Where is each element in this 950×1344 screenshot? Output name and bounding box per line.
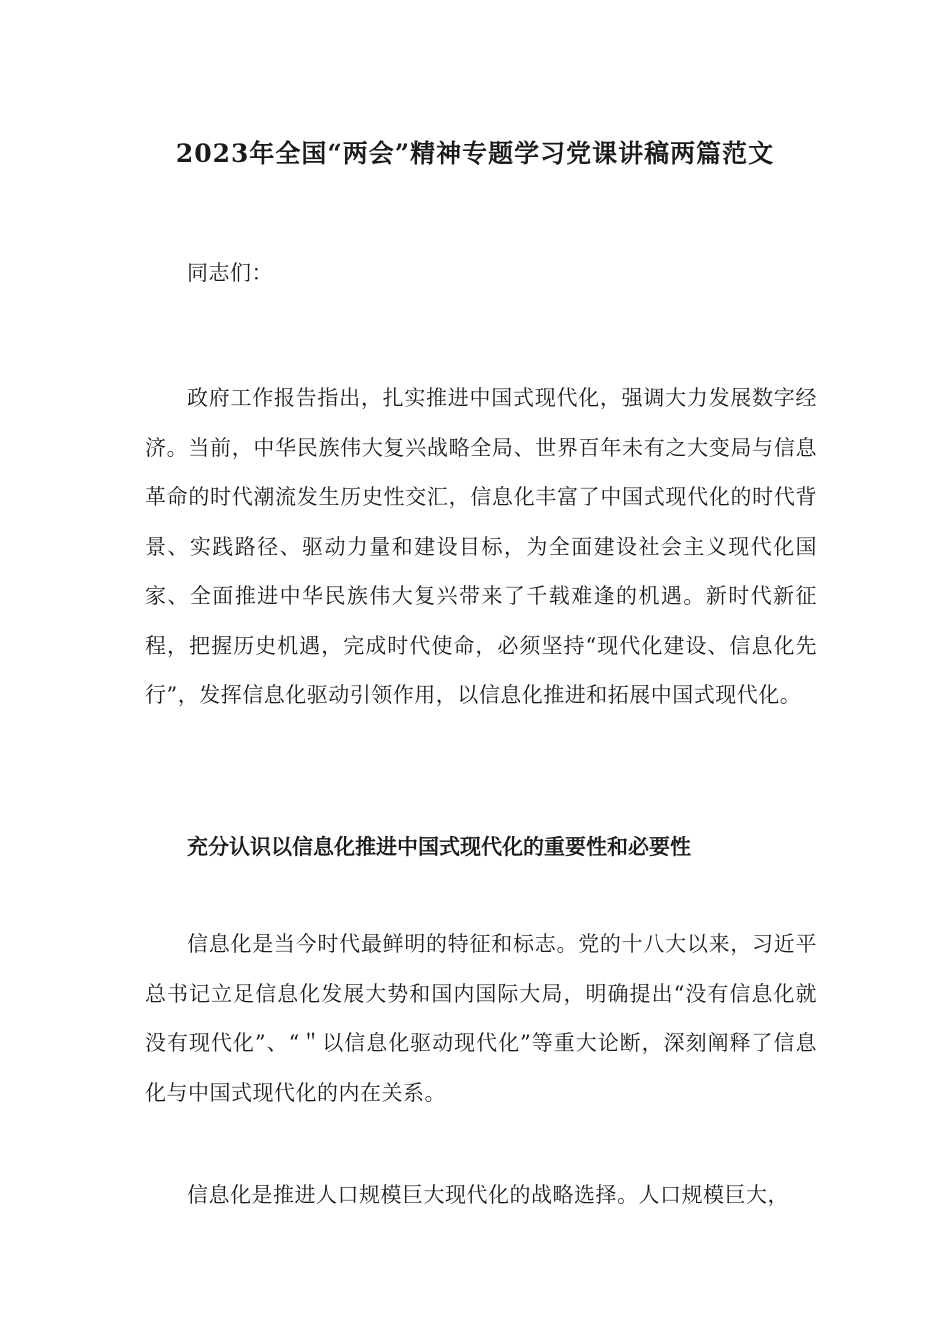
section-heading: 充分认识以信息化推进中国式现代化的重要性和必要性 bbox=[187, 834, 691, 859]
greeting-paragraph: 同志们： bbox=[187, 261, 273, 285]
body-paragraph: 信息化是当今时代最鲜明的特征和标志。党的十八大以来，习近平总书记立足信息化发展大势和国内国际大局，明确提出“没有信息化就没有现代化”、“＂以信息化驱动现代化”等重大论断，深刻阐释了信息化与中国式现代化的内在关系。 bbox=[145, 932, 817, 1105]
document-title: 2023年全国“两会”精神专题学习党课讲稿两篇范文 bbox=[175, 139, 775, 168]
intro-paragraph: 政府工作报告指出，扎实推进中国式现代化，强调大力发展数字经济。当前，中华民族伟大复兴战略全局、世界百年未有之大变局与信息革命的时代潮流发生历史性交汇，信息化丰富了中国式现代化的时代背景、实践路径、驱动力量和建设目标，为全面建设社会主义现代化国家、全面推进中华民族伟大复兴带来了千载难逢的机遇。新时代新征程，把握历史机遇，完成时代使命，必须坚持“现代化建设、信息化先行”，发挥信息化驱动引领作用，以信息化推进和拓展中国式现代化。 bbox=[145, 386, 817, 707]
body-paragraph: 信息化是推进人口规模巨大现代化的战略选择。人口规模巨大， bbox=[187, 1183, 789, 1207]
